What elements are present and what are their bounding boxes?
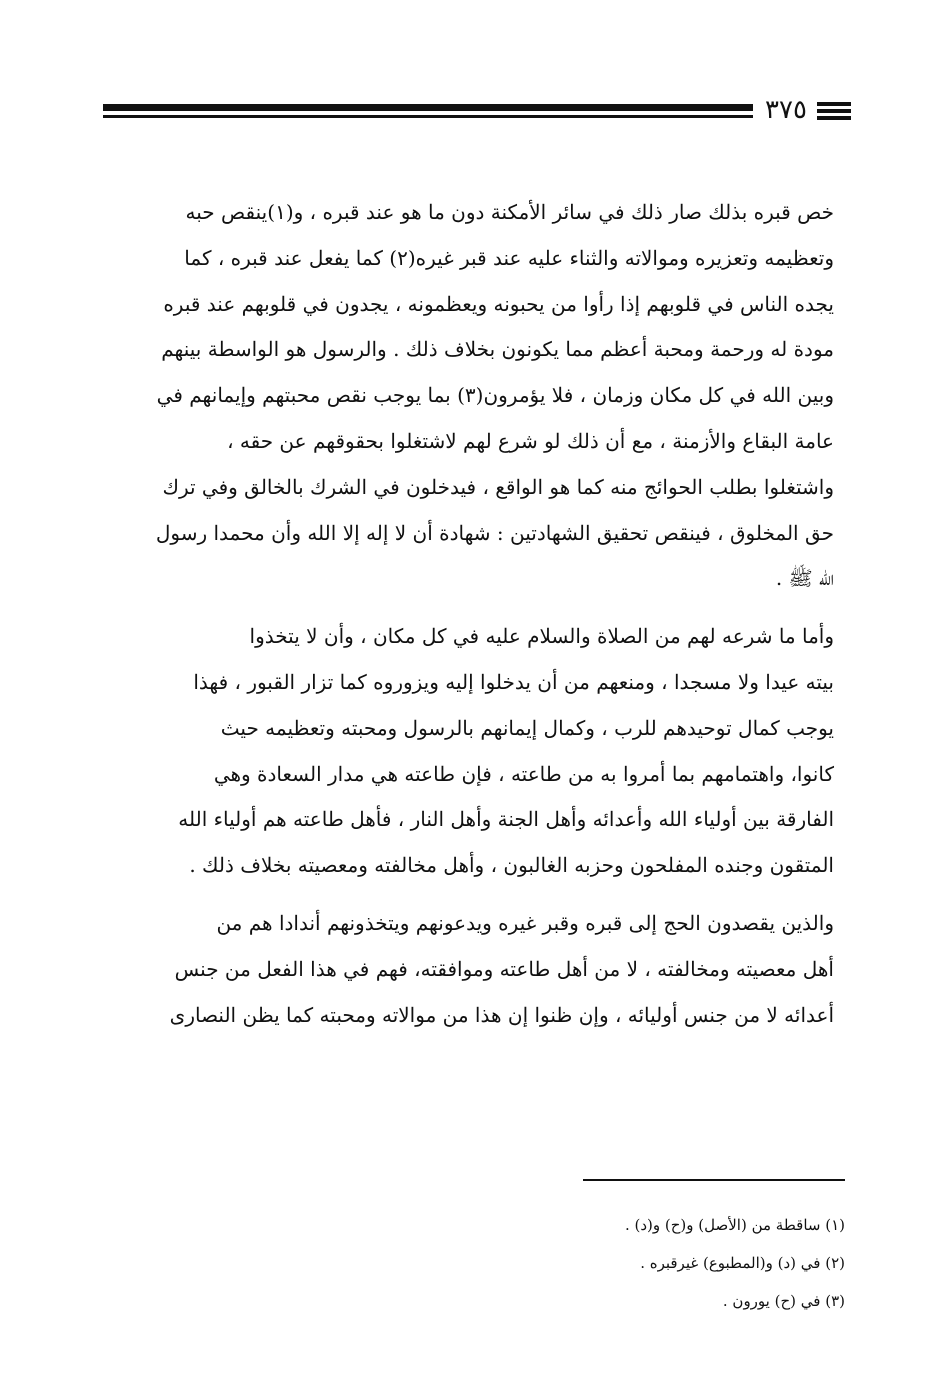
text-line: كانوا، واهتمامهم بما أمروا به من طاعته ، فإن طاعته هي مدار السعادة وهي <box>213 761 834 786</box>
paragraph-2 <box>132 614 834 889</box>
text-line: وبين الله في كل مكان وزمان ، فلا يؤمرون(٣) بما يوجب نقص محبتهم وإيمانهم في <box>156 383 834 408</box>
text-line: أهل معصيته ومخالفته ، لا من أهل طاعته وموافقته، فهم في هذا الفعل من جنس <box>174 956 834 981</box>
footnote-2: (٢) في (د) و(المطبوع) غيرقبره . <box>640 1254 845 1272</box>
header-rule-thin <box>103 115 753 118</box>
text-line: يجده الناس في قلوبهم إذا رأوا من يحبونه ويعظمونه ، يجدون في قلوبهم عند قبره <box>163 291 834 316</box>
text-line: بيته عيدا ولا مسجدا ، ومنعهم من أن يدخلوا إليه ويزوروه كما تزار القبور ، فهذا <box>193 669 834 694</box>
text-line: المتقون وجنده المفلحون وحزبه الغالبون ، وأهل مخالفته ومعصيته بخلاف ذلك . <box>189 853 834 878</box>
paragraph-3 <box>132 901 834 1038</box>
header-ornament <box>817 102 851 123</box>
text-line: مودة له ورحمة ومحبة أعظم مما يكونون بخلاف ذلك . والرسول هو الواسطة بينهم <box>161 337 834 362</box>
page-header <box>103 94 851 130</box>
page-number: ٣٧٥ <box>765 95 807 125</box>
body-text <box>132 190 834 1050</box>
text-line: عامة البقاع والأزمنة ، مع أن ذلك لو شرع لهم لاشتغلوا بحقوقهم عن حقه ، <box>227 428 834 453</box>
paragraph-1 <box>132 190 834 602</box>
footnote-separator <box>583 1179 845 1181</box>
text-line: وتعظيمه وتعزيره وموالاته والثناء عليه عند قبر غيره(٢) كما يفعل عند قبره ، كما <box>184 245 834 270</box>
text-line: خص قبره بذلك صار ذلك في سائر الأمكنة دون ما هو عند قبره ، و(١)ينقص حبه <box>185 200 834 224</box>
header-rule-thick <box>103 104 753 111</box>
footnotes <box>400 1206 845 1320</box>
text-line: الفارقة بين أولياء الله وأعدائه وأهل الجنة وأهل النار ، فأهل طاعته هم أولياء الله <box>178 807 834 832</box>
footnote-3: (٣) في (ح) يورون . <box>722 1292 845 1310</box>
text-line: الله ﷺ . <box>775 566 834 591</box>
text-line: أعدائه لا من جنس أوليائه ، وإن ظنوا إن هذا من موالاته ومحبته كما يظن النصارى <box>169 1002 834 1027</box>
text-line: يوجب كمال توحيدهم للرب ، وكمال إيمانهم بالرسول ومحبته وتعظيمه حيث <box>220 715 834 740</box>
text-line: حق المخلوق ، فينقص تحقيق الشهادتين : شهادة أن لا إله إلا الله وأن محمدا رسول <box>155 520 834 545</box>
text-line: واشتغلوا بطلب الحوائج منه كما هو الواقع ، فيدخلون في الشرك بالخالق وفي ترك <box>162 474 834 499</box>
footnote-1: (١) ساقطة من (الأصل) و(ح) و(د) . <box>624 1216 845 1234</box>
text-line: وأما ما شرعه لهم من الصلاة والسلام عليه في كل مكان ، وأن لا يتخذوا <box>249 624 834 649</box>
text-line: والذين يقصدون الحج إلى قبره وقبر غيره ويدعونهم ويتخذونهم أندادا هم من <box>216 910 834 935</box>
